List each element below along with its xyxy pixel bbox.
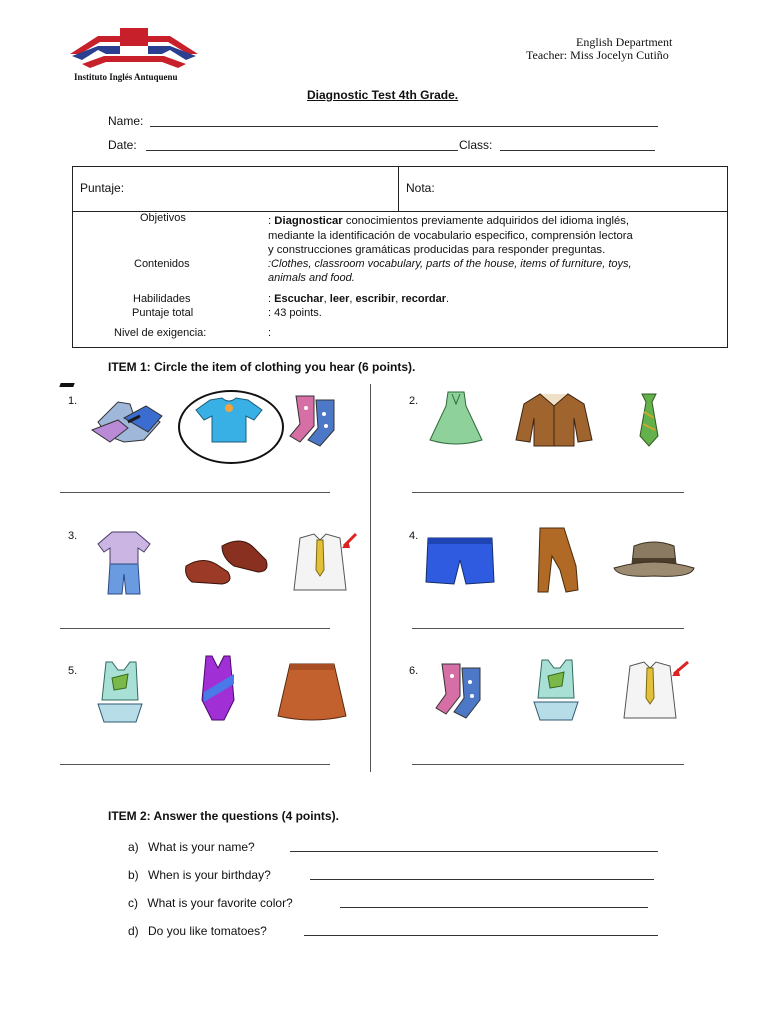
trousers-icon[interactable] — [534, 526, 582, 594]
name-field[interactable] — [150, 126, 658, 127]
puntaje-total-value: : 43 points. — [268, 307, 322, 319]
item-number-3: 3. — [68, 530, 78, 542]
skirt-icon[interactable] — [276, 662, 348, 722]
question-b-answer[interactable] — [310, 879, 654, 880]
dress-icon[interactable] — [426, 390, 486, 448]
date-field[interactable] — [146, 150, 458, 151]
department-label: English Department — [576, 35, 673, 49]
jacket-icon[interactable] — [514, 392, 594, 448]
answer-line-4[interactable] — [412, 628, 684, 629]
habilidades-label: Habilidades — [133, 293, 191, 305]
question-b — [128, 868, 271, 882]
item1-title: ITEM 1: Circle the item of clothing you hear (6 points). — [108, 360, 416, 374]
answer-line-1[interactable] — [60, 492, 330, 493]
nivel-value: : — [268, 327, 272, 339]
institute-name: Instituto Inglés Antuquenu — [74, 72, 178, 82]
contenidos-label: Contenidos — [134, 258, 190, 270]
answer-line-2[interactable] — [412, 492, 684, 493]
scan-mark — [59, 383, 74, 387]
score-box — [72, 166, 728, 212]
item2-title: ITEM 2: Answer the questions (4 points). — [108, 809, 339, 823]
shorts-icon[interactable] — [424, 534, 496, 588]
socks-icon[interactable] — [286, 392, 348, 450]
habilidades-text: : Escuchar, leer, escribir, recordar. — [268, 293, 450, 305]
question-letter: b) — [128, 868, 139, 882]
underwear-set-icon-2[interactable] — [528, 658, 584, 724]
answer-line-3[interactable] — [60, 628, 330, 629]
nivel-label: Nivel de exigencia: — [114, 327, 207, 339]
institute-logo — [68, 24, 200, 84]
item-number-1: 1. — [68, 395, 78, 407]
contenidos-text: :Clothes, classroom vocabulary, parts of the house, items of furniture, toys, animals and food. — [268, 258, 632, 284]
question-text: What is your favorite color? — [147, 896, 293, 910]
puntaje-label: Puntaje: — [80, 181, 125, 195]
date-label: Date: — [108, 138, 137, 152]
underwear-set-icon[interactable] — [92, 660, 148, 726]
shirt-tie-icon-2[interactable] — [620, 656, 696, 724]
question-text: When is your birthday? — [148, 868, 271, 882]
question-letter: d) — [128, 924, 139, 938]
swimsuit-icon[interactable] — [196, 654, 240, 722]
shoes-icon[interactable] — [182, 536, 272, 594]
item-number-2: 2. — [409, 395, 419, 407]
teacher-label: Teacher: Miss Jocelyn Cutiño — [526, 48, 669, 62]
question-a — [128, 840, 255, 854]
question-c-answer[interactable] — [340, 907, 648, 908]
puntaje-total-label: Puntaje total — [132, 307, 194, 319]
question-letter: c) — [128, 896, 138, 910]
question-text: What is your name? — [148, 840, 255, 854]
shirt-tie-icon[interactable] — [286, 530, 362, 596]
question-letter: a) — [128, 840, 139, 854]
question-c — [128, 896, 293, 910]
answer-line-5[interactable] — [60, 764, 330, 765]
class-field[interactable] — [500, 150, 655, 151]
question-text: Do you like tomatoes? — [148, 924, 267, 938]
outfit-icon[interactable] — [96, 530, 152, 596]
hat-icon[interactable] — [612, 540, 696, 582]
class-label: Class: — [459, 138, 493, 152]
question-a-answer[interactable] — [290, 851, 658, 852]
score-divider — [398, 166, 399, 211]
socks-icon-2[interactable] — [432, 660, 494, 722]
tie-icon[interactable] — [636, 392, 662, 448]
gloves-icon[interactable] — [88, 392, 168, 448]
vertical-divider — [370, 384, 371, 772]
question-d-answer[interactable] — [304, 935, 658, 936]
question-d — [128, 924, 267, 938]
objetivos-label: Objetivos — [140, 212, 186, 224]
item-number-4: 4. — [409, 530, 419, 542]
page-title: Diagnostic Test 4th Grade. — [307, 88, 459, 102]
tshirt-icon[interactable] — [192, 396, 266, 446]
objetivos-text: : Diagnosticar conocimientos previamente adquiridos del idioma inglés, mediante la identificación de vocabulario especifico, comprensión lectora y construcciones gramáticas producidas para responder preguntas. — [268, 215, 633, 256]
item-number-6: 6. — [409, 665, 419, 677]
info-box-left-rule — [72, 292, 73, 347]
nota-label: Nota: — [406, 181, 435, 195]
answer-line-6[interactable] — [412, 764, 684, 765]
name-label: Name: — [108, 114, 144, 128]
item-number-5: 5. — [68, 665, 78, 677]
